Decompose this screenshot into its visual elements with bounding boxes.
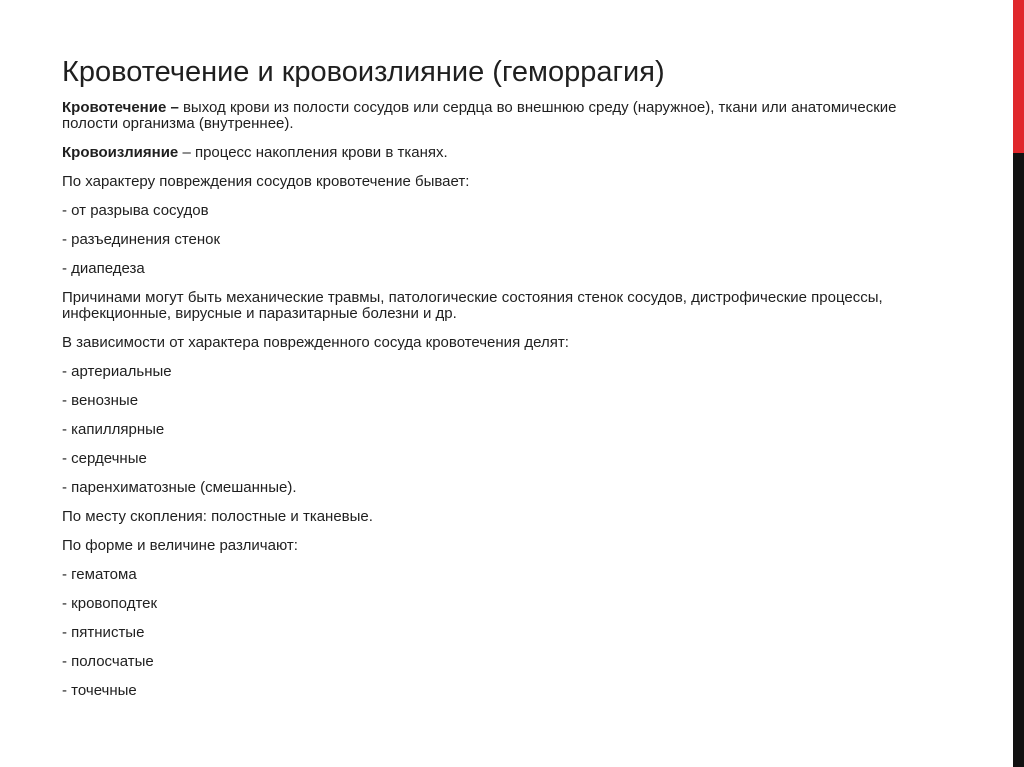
list-item: - разъединения стенок <box>62 231 221 248</box>
slide-content <box>62 100 942 712</box>
definition-hemorrhage <box>62 145 942 161</box>
by-shape-intro: По форме и величине различают: <box>62 537 298 554</box>
list-item: - гематома <box>62 566 137 583</box>
term-hemorrhage: Кровоизлияние <box>62 144 179 161</box>
causes-text: Причинами могут быть механические травмы, патологические состояния стенок сосудов, дистрофические процессы, инфекционные, вирусные и паразитарные болезни и др. <box>62 289 883 322</box>
list-item: - капиллярные <box>62 421 165 438</box>
list-item: - артериальные <box>62 363 172 380</box>
accent-bar-red <box>1013 0 1024 153</box>
by-vessel-intro: В зависимости от характера поврежденного сосуда кровотечения делят: <box>62 334 569 351</box>
definition-bleeding-text: выход крови из полости сосудов или сердца во внешнюю среду (наружное), ткани или анатомические полости организма (внутреннее). <box>62 99 897 132</box>
by-location-text: По месту скопления: полостные и тканевые. <box>62 508 373 525</box>
list-item: - кровоподтек <box>62 595 158 612</box>
list-item: - от разрыва сосудов <box>62 202 209 219</box>
accent-bar-black <box>1013 153 1024 767</box>
by-damage-intro: По характеру повреждения сосудов кровотечение бывает: <box>62 173 470 190</box>
list-item: - пятнистые <box>62 624 145 641</box>
list-item: - паренхиматозные (смешанные). <box>62 479 297 496</box>
list-item: - венозные <box>62 392 139 409</box>
list-item: - диапедеза <box>62 260 145 277</box>
definition-bleeding <box>62 100 942 132</box>
term-bleeding: Кровотечение – <box>62 99 179 116</box>
list-item: - точечные <box>62 682 137 699</box>
list-item: - сердечные <box>62 450 147 467</box>
list-item: - полосчатые <box>62 653 154 670</box>
slide-title: Кровотечение и кровоизлияние (геморрагия) <box>62 56 665 88</box>
definition-hemorrhage-text: – процесс накопления крови в тканях. <box>178 144 448 161</box>
